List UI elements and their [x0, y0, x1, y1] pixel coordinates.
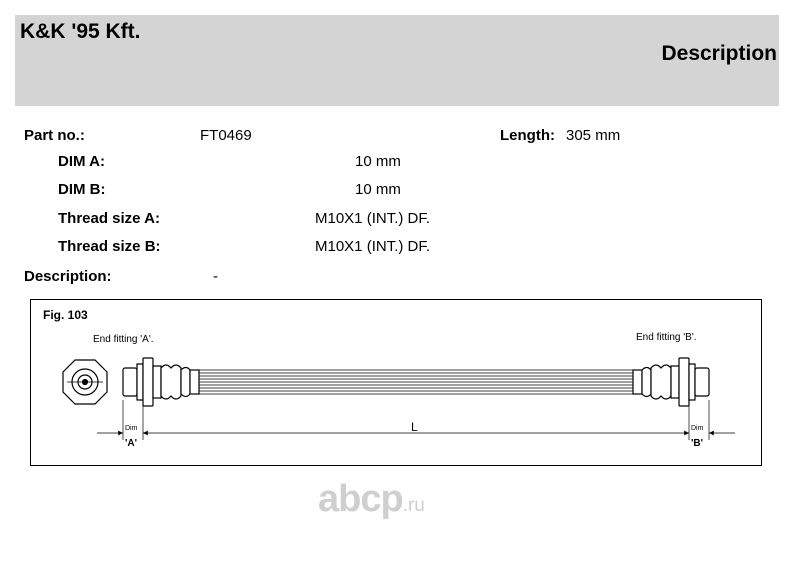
end-view-nut — [63, 360, 107, 404]
dim-a-value: 10 mm — [355, 153, 401, 170]
dim-b-mark: 'B' — [691, 438, 703, 449]
thread-a-value: M10X1 (INT.) DF. — [315, 210, 431, 227]
dim-b-value: 10 mm — [355, 181, 401, 198]
header-band — [15, 15, 779, 106]
end-fitting-a — [123, 358, 199, 406]
dim-b-word: Dim — [691, 425, 704, 432]
dim-a-word: Dim — [125, 425, 138, 432]
description-label: Description: — [24, 268, 112, 285]
length-label: Length: — [500, 127, 555, 144]
company-name: K&K '95 Kft. — [20, 20, 141, 43]
thread-a-label: Thread size A: — [58, 210, 160, 227]
watermark-logo — [318, 478, 425, 521]
figure-frame — [30, 299, 762, 466]
hose-body — [199, 370, 633, 394]
thread-b-label: Thread size B: — [58, 238, 161, 255]
end-fitting-b-label: End fitting 'B'. — [636, 332, 697, 343]
end-fitting-b — [633, 358, 709, 406]
end-fitting-a-label: End fitting 'A'. — [93, 334, 154, 345]
watermark-brand: abcp — [318, 478, 403, 520]
figure-title: Fig. 103 — [43, 308, 88, 322]
dim-a-mark: 'A' — [125, 438, 137, 449]
part-no-value: FT0469 — [200, 127, 252, 144]
hose-drawing — [31, 300, 761, 465]
part-no-label: Part no.: — [24, 127, 85, 144]
dim-b-label: DIM B: — [58, 181, 106, 198]
length-value: 305 mm — [566, 127, 621, 144]
watermark-domain: .ru — [402, 495, 425, 516]
page-title: Description — [661, 42, 777, 65]
length-mark: L — [411, 420, 418, 434]
dim-a-label: DIM A: — [58, 153, 105, 170]
description-value: - — [213, 268, 218, 285]
thread-b-value: M10X1 (INT.) DF. — [315, 238, 431, 255]
